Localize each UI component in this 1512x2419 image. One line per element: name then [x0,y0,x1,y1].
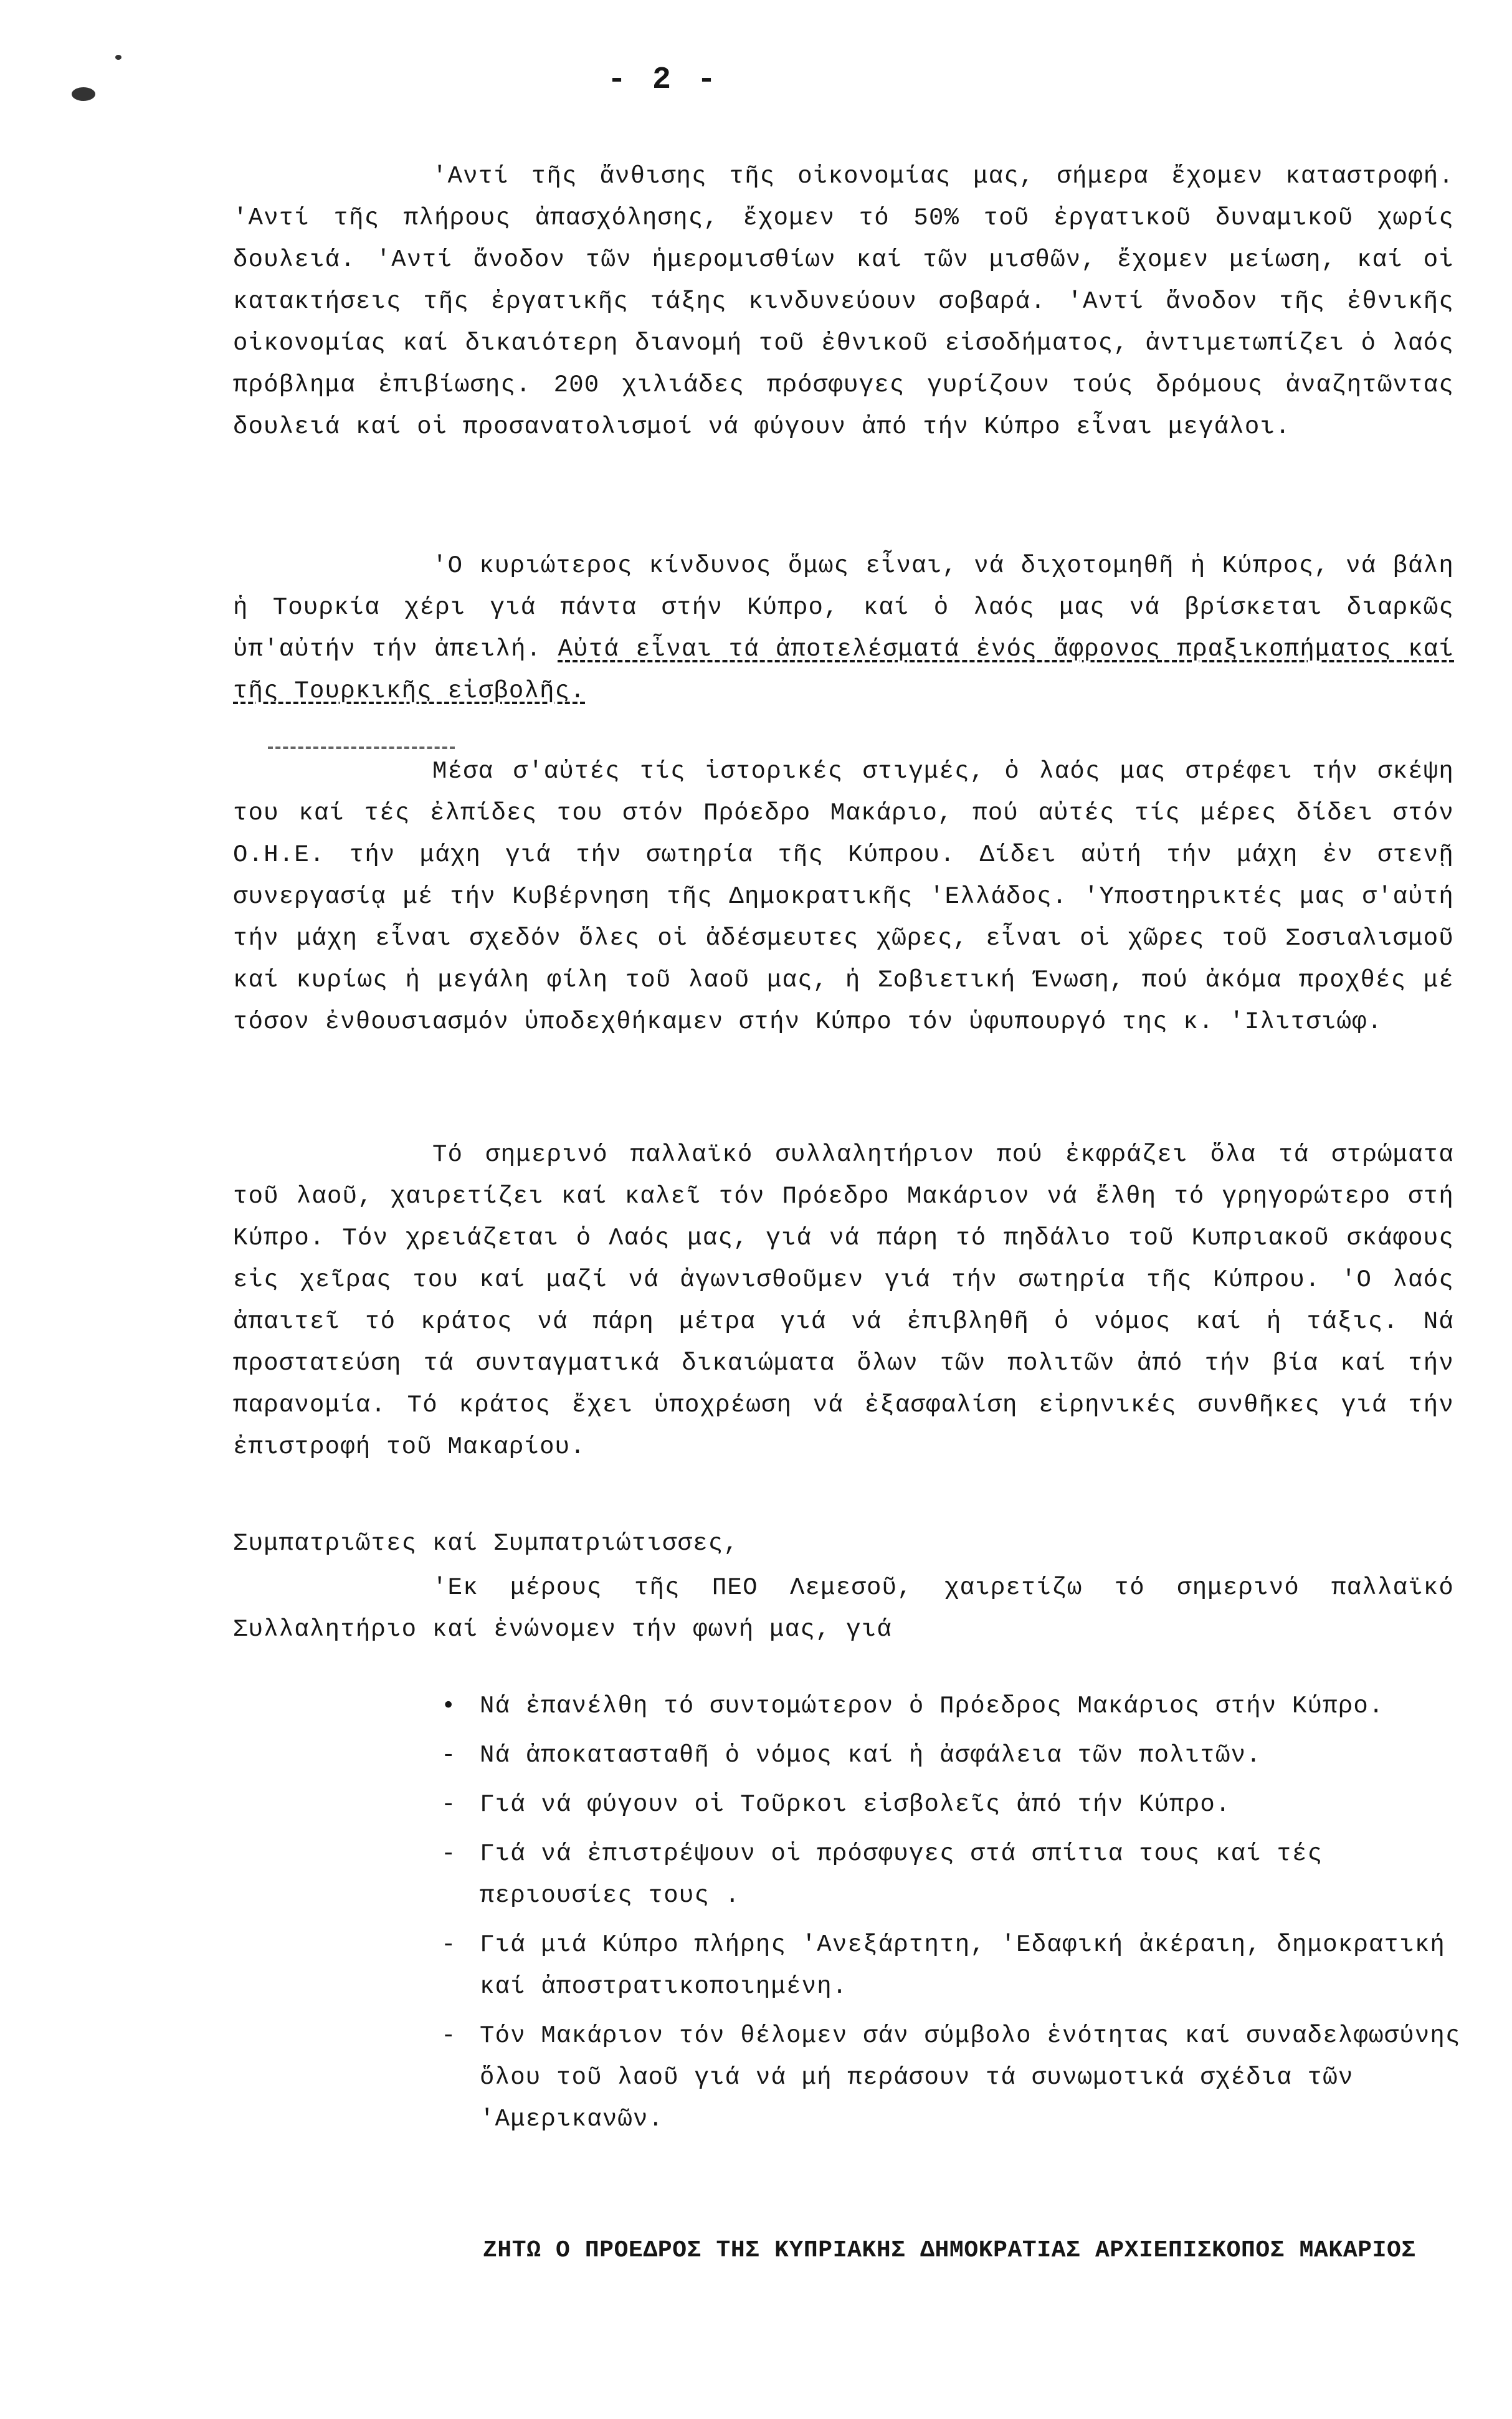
list-item [436,1924,1464,2008]
paragraph-makarios-un: Μέσα σ'αὐτές τίς ἱστορικές στιγμές, ὁ λαός μας στρέφει τήν σκέψη του καί τές ἐλπίδες του στόν Πρόεδρο Μακάριο, πού αὐτές τίς μέρες δίδει στόν Ο.Η.Ε. τήν μάχη γιά τήν σωτηρία τῆς Κύπρου. Δίδει αὐτή τήν μάχη ἐν στενῇ συνεργασίᾳ μέ τήν Κυβέρνηση τῆς Δημοκρατικῆς 'Ελλάδος. 'Υποστηρικτές μας σ'αὐτή τήν μάχη εἶναι σχεδόν ὅλες οἱ ἀδέσμευτες χῶρες, εἶναι οἱ χῶρες τοῦ Σοσιαλισμοῦ καί κυρίως ἡ μεγάλη φίλη τοῦ λαοῦ μας, ἡ Σοβιετική Ένωση, πού ἀκόμα προχθές μέ τόσον ἐνθουσιασμόν ὑποδεχθήκαμεν στήν Κύπρο τόν ὑφυπουργό της κ. 'Ιλιτσιώφ. [233,758,1454,1036]
list-item [436,1686,1464,1727]
closing-slogan: ΖΗΤΩ Ο ΠΡΟΕΔΡΟΣ ΤΗΣ ΚΥΠΡΙΑΚΗΣ ΔΗΜΟΚΡΑΤΙΑΣ ΑΡΧΙΕΠΙΣΚΟΠΟΣ ΜΑΚΑΡΙΟΣ [483,2237,1416,2264]
ink-speck-mark [115,55,121,60]
list-item-text: Γιά νά φύγουν οἱ Τοῦρκοι εἰσβολεῖς ἀπό τήν Κύπρο. [480,1791,1231,1818]
ink-blot-mark [72,87,95,101]
bullet: • [441,1692,457,1720]
bullet: - [441,1840,457,1868]
list-item-text: Γιά νά ἐπιστρέψουν οἱ πρόσφυγες στά σπίτια τους καί τές περιουσίες τους . [480,1840,1323,1909]
list-item-text: Γιά μιά Κύπρο πλήρης 'Ανεξάρτητη, 'Εδαφική ἀκέραιη, δημοκρατική καί ἀποστρατικοποιημένη. [480,1931,1446,2000]
list-item-text: Τόν Μακάριον τόν θέλομεν σάν σύμβολο ἑνότητας καί συναδελφωσύνης ὅλου τοῦ λαοῦ γιά νά μή περάσουν τά συνωμοτικά σχέδια τῶν 'Αμερικανῶν. [480,2022,1461,2133]
dashed-divider [268,747,455,749]
paragraph-danger [233,545,1454,712]
paragraph-danger-underlined: Αὐτά εἶναι τά ἀποτελέσματά ἑνός ἄφρονος πραξικοπήματος καί τῆς Τουρκικῆς εἰσβολῆς. [233,636,1454,705]
list-item [436,2015,1464,2140]
bullet: - [441,1791,457,1818]
bullet: - [441,1931,457,1959]
bullet: - [441,1742,457,1769]
paragraph-economy: 'Αντί τῆς ἄνθισης τῆς οἰκονομίας μας, σήμερα ἔχομεν καταστροφή. 'Αντί τῆς πλήρους ἀπασχόλησης, ἔχομεν τό 50% τοῦ ἐργατικοῦ δυναμικοῦ χωρίς δουλειά. 'Αντί ἄνοδον τῶν ἡμερομισθίων καί τῶν μισθῶν, ἔχομεν μείωση, καί οἱ κατακτήσεις τῆς ἐργατικῆς τάξης κινδυνεύουν σοβαρά. 'Αντί ἄνοδον τῆς ἐθνικῆς οἰκονομίας καί δικαιότερη διανομή τοῦ ἐθνικοῦ εἰσοδήματος, ἀντιμετωπίζει ὁ λαός πρόβλημα ἐπιβίωσης. 200 χιλιάδες πρόσφυγες γυρίζουν τούς δρόμους ἀναζητῶντας δουλειά καί οἱ προσανατολισμοί νά φύγουν ἀπό τήν Κύπρο εἶναι μεγάλοι. [233,163,1454,441]
paragraph-rally: Τό σημερινό παλλαϊκό συλλαλητήριον πού ἐκφράζει ὅλα τά στρώματα τοῦ λαοῦ, χαιρετίζει καί καλεῖ τόν Πρόεδρο Μακάριον νά ἔλθη τό γρηγορώτερο στή Κύπρο. Τόν χρειάζεται ὁ Λαός μας, γιά νά πάρη τό πηδάλιο τοῦ Κυπριακοῦ σκάφους εἰς χεῖρας του καί μαζί νά ἀγωνισθοῦμεν γιά τήν σωτηρία τῆς Κύπρου. 'Ο λαός ἀπαιτεῖ τό κράτος νά πάρη μέτρα γιά νά ἐπιβληθῆ ὁ νόμος καί ἡ τάξις. Νά προστατεύση τά συνταγματικά δικαιώματα ὅλων τῶν πολιτῶν ἀπό τήν βία καί τήν παρανομία. Τό κράτος ἔχει ὑποχρέωση νά ἐξασφαλίση εἰρηνικές συνθῆκες γιά τήν ἐπιστροφή τοῦ Μακαρίου. [233,1141,1454,1461]
paragraph-peo-greeting: 'Εκ μέρους τῆς ΠΕΟ Λεμεσοῦ, χαιρετίζω τό σημερινό παλλαϊκό Συλλαλητήριο καί ἑνώνομεν τήν φωνή μας, γιά [233,1574,1454,1643]
salutation: Συμπατριῶτες καί Συμπατριώτισσες, [233,1530,739,1557]
paragraph-danger-text: 'Ο κυριώτερος κίνδυνος ὅμως εἶναι, νά διχοτομηθῆ ἡ Κύπρος, νά βάλη ἡ Τουρκία χέρι γιά πάντα στήν Κύπρο, καί ὁ λαός μας νά βρίσκεται διαρκῶς ὑπ'αὐτήν τήν ἀπειλή. [233,552,1454,663]
list-item-text: Νά ἀποκατασταθῆ ὁ νόμος καί ἡ ἀσφάλεια τῶν πολιτῶν. [480,1742,1262,1769]
list-item [436,1735,1464,1777]
bullet: - [441,2022,457,2049]
page-number: - 2 - [607,62,720,98]
list-item [436,1833,1464,1917]
list-item-text: Νά ἐπανέλθη τό συντομώτερον ὁ Πρόεδρος Μακάριος στήν Κύπρο. [480,1692,1384,1720]
list-item [436,1784,1464,1826]
wishes-list [436,1686,1464,2148]
